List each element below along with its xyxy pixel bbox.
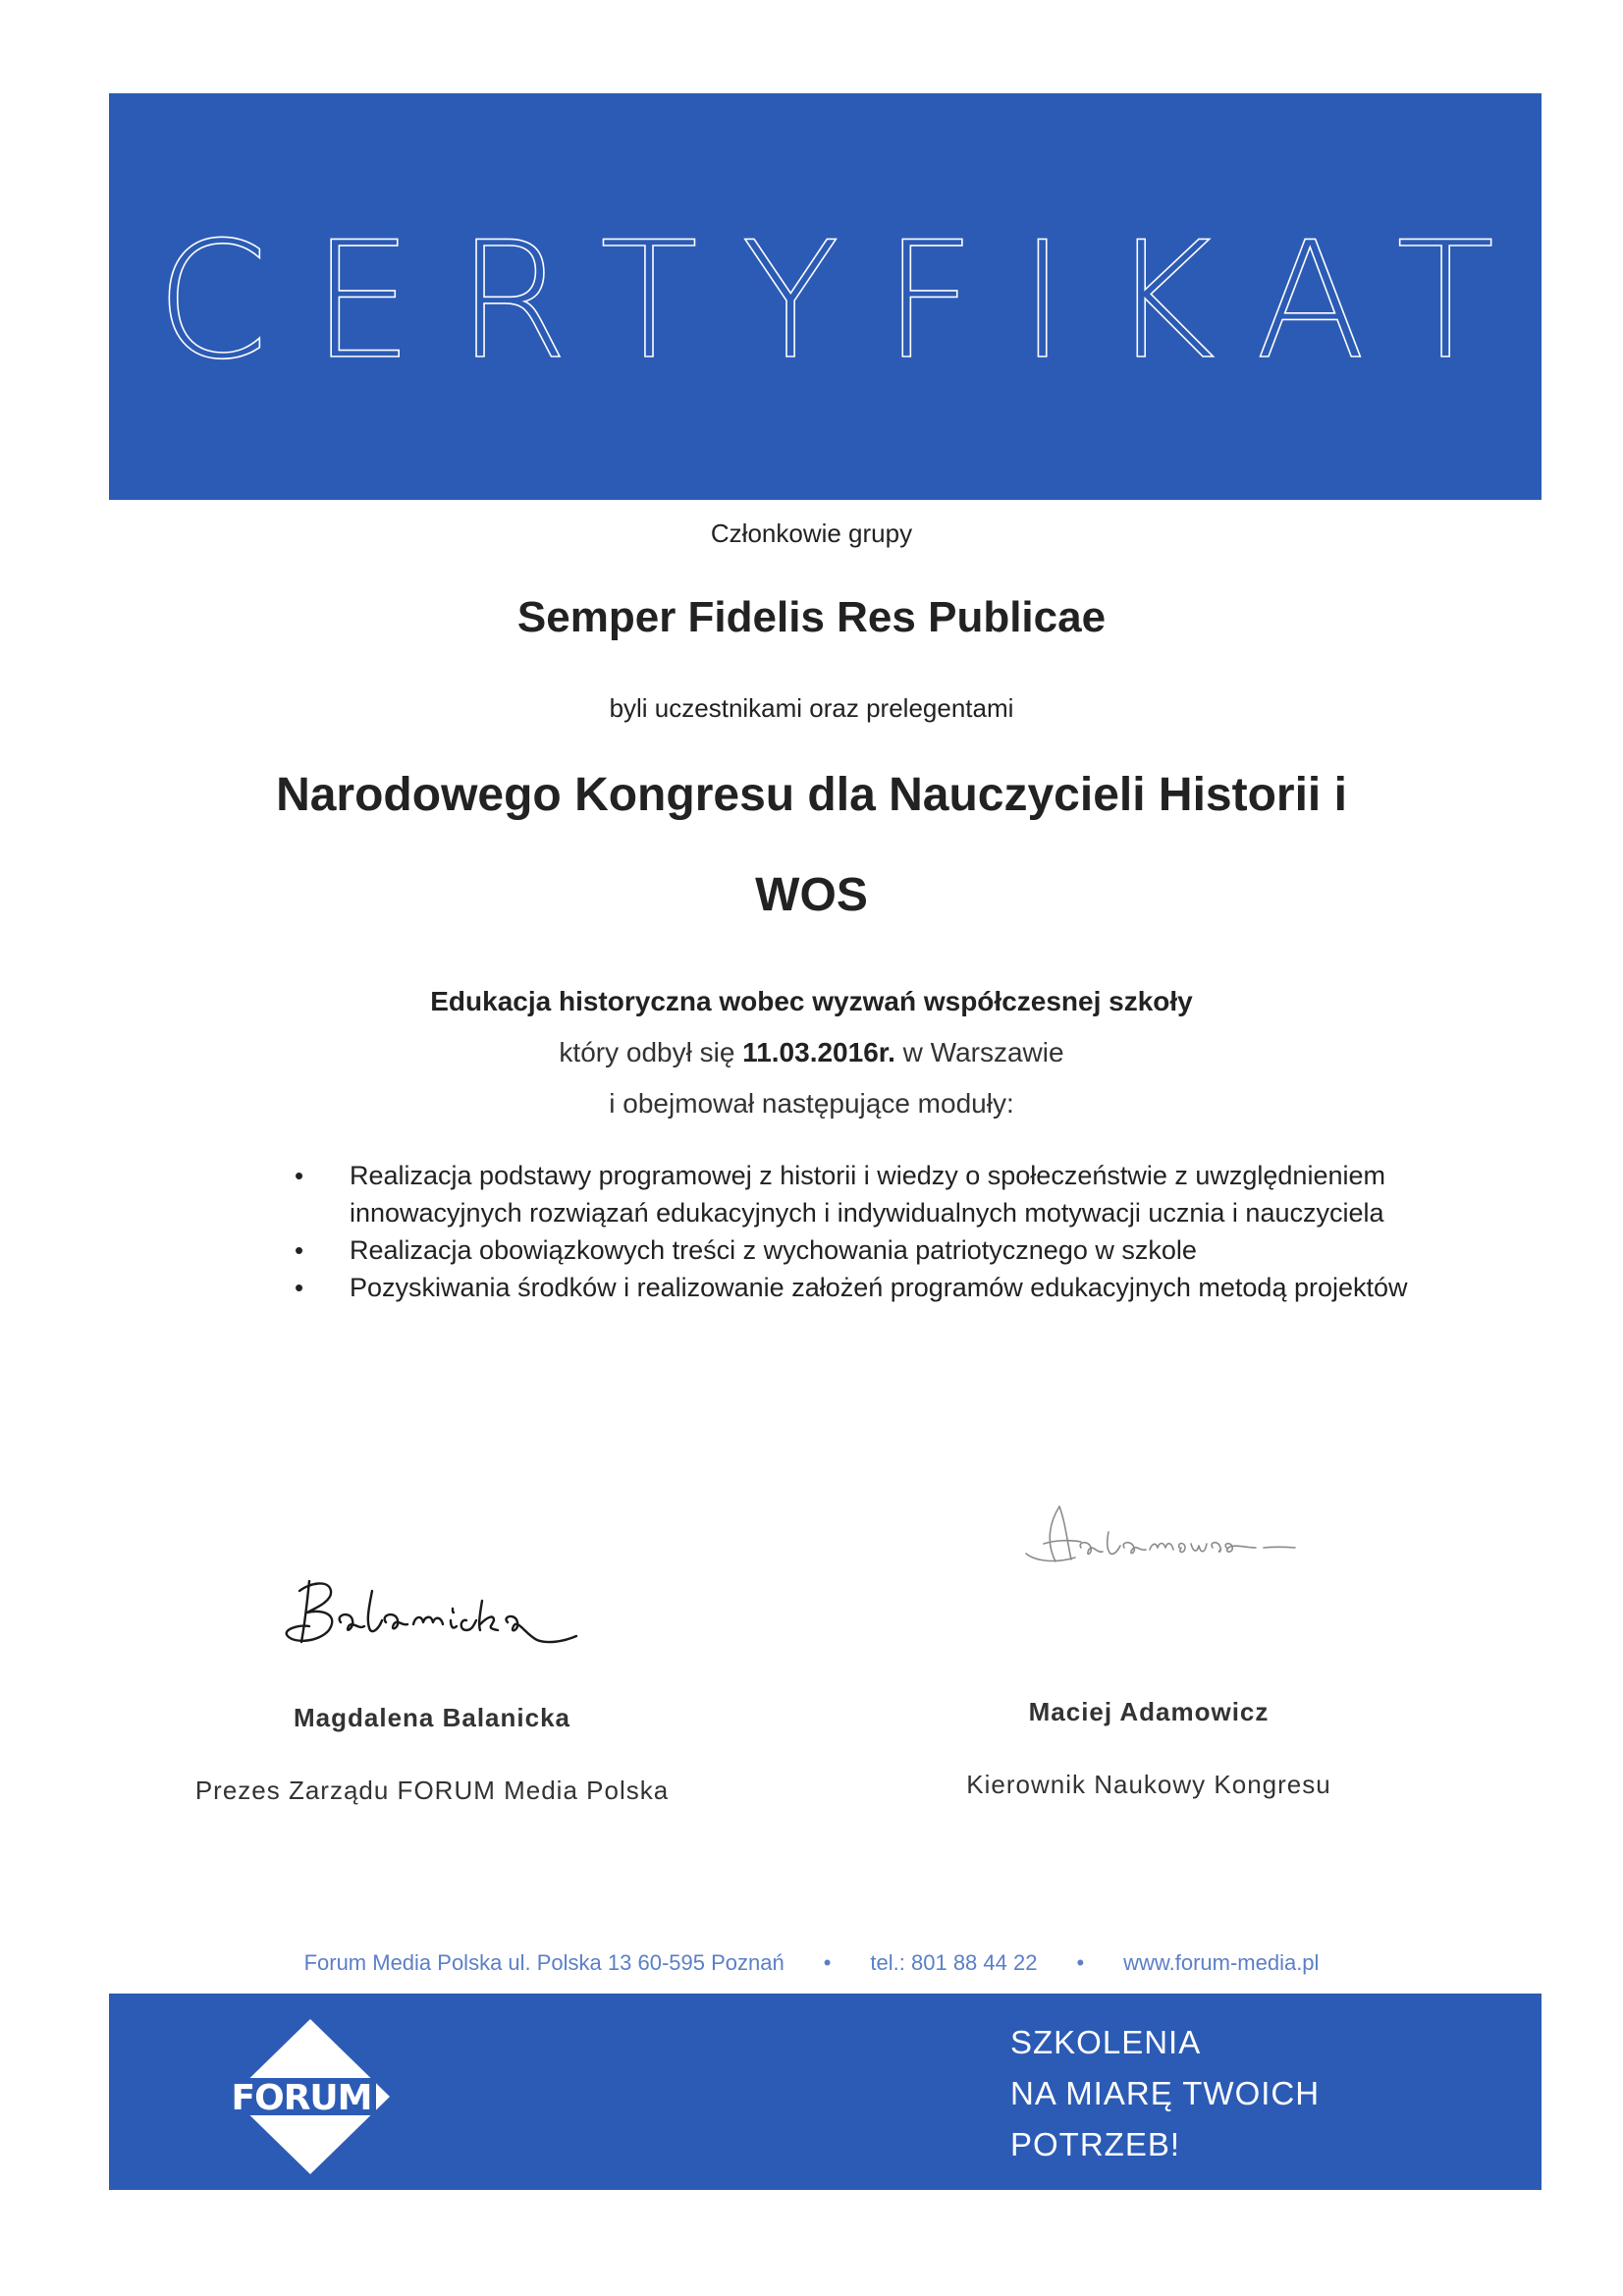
group-name: Semper Fidelis Res Publicae [516, 593, 1107, 641]
list-item [295, 1231, 1492, 1269]
signatory-right-title: Kierownik Naukowy Kongresu [966, 1770, 1331, 1799]
signatory-left-title: Prezes Zarządu FORUM Media Polska [194, 1776, 670, 1805]
footer-phone: tel.: 801 88 44 22 [870, 1950, 1038, 1975]
header-band [109, 93, 1542, 500]
event-date: 11.03.2016r. [742, 1037, 895, 1067]
separator-dot-icon: • [1076, 1950, 1085, 1975]
date-suffix: w Warszawie [894, 1037, 1064, 1067]
footer-band [109, 1994, 1542, 2190]
bullet-icon: • [295, 1161, 304, 1190]
modules-list [295, 1157, 1492, 1306]
congress-name-line-1: Narodowego Kongresu dla Nauczycieli Historii i [276, 769, 1347, 821]
footer-address: Forum Media Polska ul. Polska 13 60-595 Poznań [303, 1950, 784, 1975]
signature-right [1016, 1493, 1311, 1581]
separator-dot-icon: • [823, 1950, 832, 1975]
slogan-line: POTRZEB! [1010, 2126, 1181, 2162]
date-prefix: który odbył się [559, 1037, 743, 1067]
signature-left [270, 1561, 604, 1669]
signatory-left-name: Magdalena Balanicka [294, 1703, 570, 1732]
congress-subtitle: Edukacja historyczna wobec wyzwań współczesnej szkoły [430, 986, 1193, 1016]
intro-text: Członkowie grupy [710, 519, 913, 548]
module-text: Realizacja obowiązkowych treści z wychowania patriotycznego w szkole [350, 1235, 1197, 1265]
bullet-icon: • [295, 1273, 304, 1302]
list-item [295, 1157, 1492, 1231]
modules-intro: i obejmował następujące moduły: [609, 1088, 1014, 1119]
date-line [0, 1037, 1623, 1068]
slogan-line: NA MIARĘ TWOICH [1010, 2075, 1321, 2111]
module-text: Realizacja podstawy programowej z historii i wiedzy o społeczeństwie z uwzględnieniem innowacyjnych rozwiązań edukacyjnych i indywidualnych motywacji ucznia i nauczyciela [350, 1161, 1385, 1228]
forum-logo-icon [227, 2015, 394, 2178]
svg-text:FORUM: FORUM [231, 2078, 372, 2118]
bullet-icon: • [295, 1235, 304, 1265]
module-text: Pozyskiwania środków i realizowanie założeń programów edukacyjnych metodą projektów [350, 1273, 1408, 1302]
list-item [295, 1269, 1492, 1306]
signatory-right-name: Maciej Adamowicz [1028, 1697, 1270, 1726]
slogan [1010, 2017, 1320, 2170]
congress-name-line-2: WOS [755, 869, 868, 921]
role-text: byli uczestnikami oraz prelegentami [609, 693, 1014, 723]
footer-contact [0, 1950, 1623, 1976]
certificate-title: CERTYFIKAT [155, 207, 1539, 395]
slogan-line: SZKOLENIA [1010, 2024, 1202, 2060]
footer-website: www.forum-media.pl [1123, 1950, 1320, 1975]
